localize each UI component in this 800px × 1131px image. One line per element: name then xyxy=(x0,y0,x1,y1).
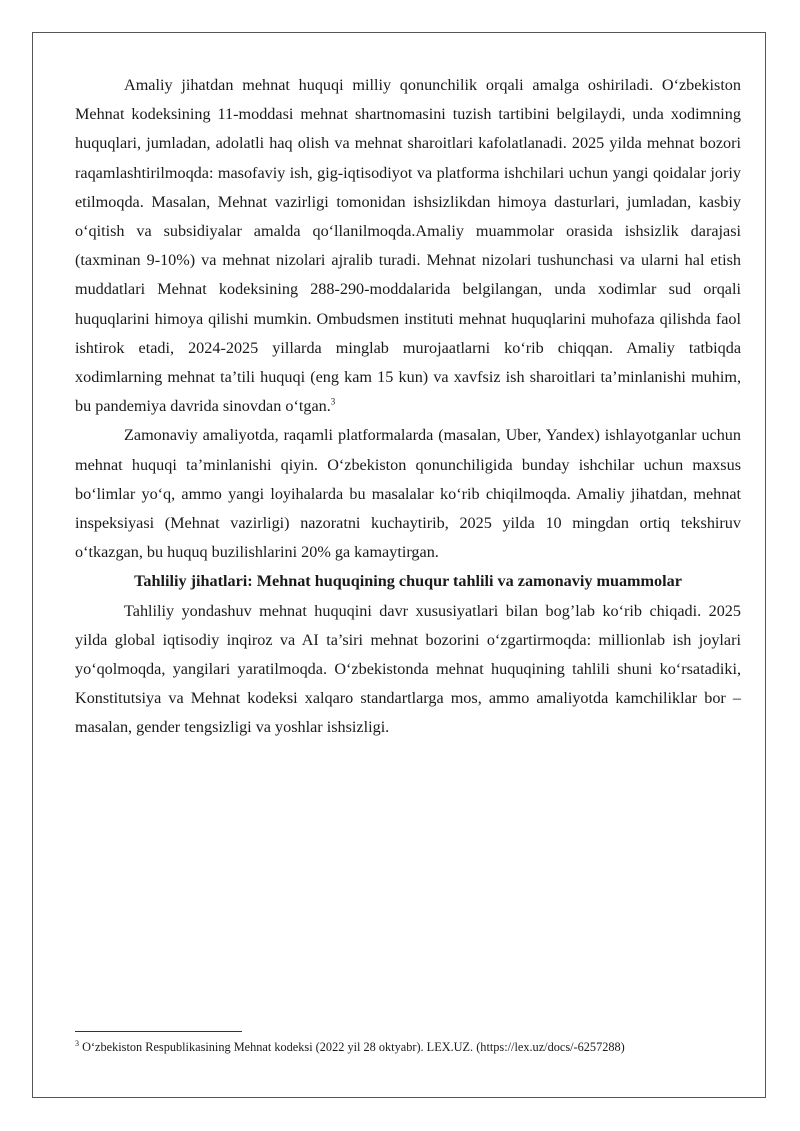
paragraph-3: Tahliliy yondashuv mehnat huquqini davr xususiyatlari bilan bog’lab ko‘rib chiqadi. 2025 yilda global iqtisodiy inqiroz va AI ta’siri mehnat bozorini o‘zgartirmoqda: millionlab ish joylari yo‘qolmoqda, yangilari yaratilmoqda. O‘zbekistonda mehnat huquqining tahlili shuni ko‘rsatadiki, Konstitutsiya va Mehnat kodeksi xalqaro standartlarga mos, ammo amaliyotda kamchiliklar bor – masalan, gender tengsizligi va yoshlar ishsizligi. xyxy=(75,601,741,737)
section-heading: Tahliliy jihatlari: Mehnat huquqining chuqur tahlili va zamonaviy muammolar xyxy=(134,572,682,591)
footnote xyxy=(75,1039,755,1055)
footnote-separator xyxy=(75,1031,242,1032)
footnote-reference[interactable]: 3 xyxy=(330,396,336,407)
paragraph-1 xyxy=(75,71,741,421)
footnote-number: 3 xyxy=(75,1038,79,1048)
footnote-text: O‘zbekiston Respublikasining Mehnat kodeksi (2022 yil 28 oktyabr). LEX.UZ. (https://lex.uz/docs/-6257288) xyxy=(79,1040,625,1054)
document-body xyxy=(75,71,741,743)
paragraph-1-text: Amaliy jihatdan mehnat huquqi milliy qonunchilik orqali amalga oshiriladi. O‘zbekiston Mehnat kodeksining 11-moddasi mehnat shartnomasini tuzish tartibini belgilaydi, unda xodimning huquqlari, jumladan, adolatli haq olish va mehnat sharoitlari kafolatlanadi. 2025 yilda mehnat bozori raqamlashtirilmoqda: masofaviy ish, gig-iqtisodiyot va platforma ishchilari uchun yangi qoidalar joriy etilmoqda. Masalan, Mehnat vazirligi tomonidan ishsizlikdan himoya dasturlari, jumladan, kasbiy o‘qitish va subsidiyalar amalda qo‘llanilmoqda.Amaliy muammolar orasida ishsizlik darajasi (taxminan 9-10%) va mehnat nizolari ajralib turadi. Mehnat nizolari tushunchasi va ularni hal etish muddatlari Mehnat kodeksining 288-290-moddalarida belgilangan, unda xodimlar sud orqali huquqlarini himoya qilishi mumkin. Ombudsmen instituti mehnat huquqlarini muhofaza qilishda faol ishtirok etadi, 2024-2025 yillarda minglab murojaatlarni ko‘rib chiqqan. Amaliy tatbiqda xodimlarning mehnat ta’tili huquqi (eng kam 15 kun) va xavfsiz ish sharoitlari ta’minlanishi muhim, bu pandemiya davrida sinovdan o‘tgan. xyxy=(75,76,741,416)
paragraph-2: Zamonaviy amaliyotda, raqamli platformalarda (masalan, Uber, Yandex) ishlayotganlar uchun mehnat huquqi ta’minlanishi qiyin. O‘zbekiston qonunchiligida bunday ishchilar uchun maxsus bo‘limlar yo‘q, ammo yangi loyihalarda bu masalalar ko‘rib chiqilmoqda. Amaliy jihatdan, mehnat inspeksiyasi (Mehnat vazirligi) nazoratni kuchaytirib, 2025 yilda 10 mingdan ortiq tekshiruv o‘tkazgan, bu huquq buzilishlarini 20% ga kamaytirgan. xyxy=(75,426,741,562)
